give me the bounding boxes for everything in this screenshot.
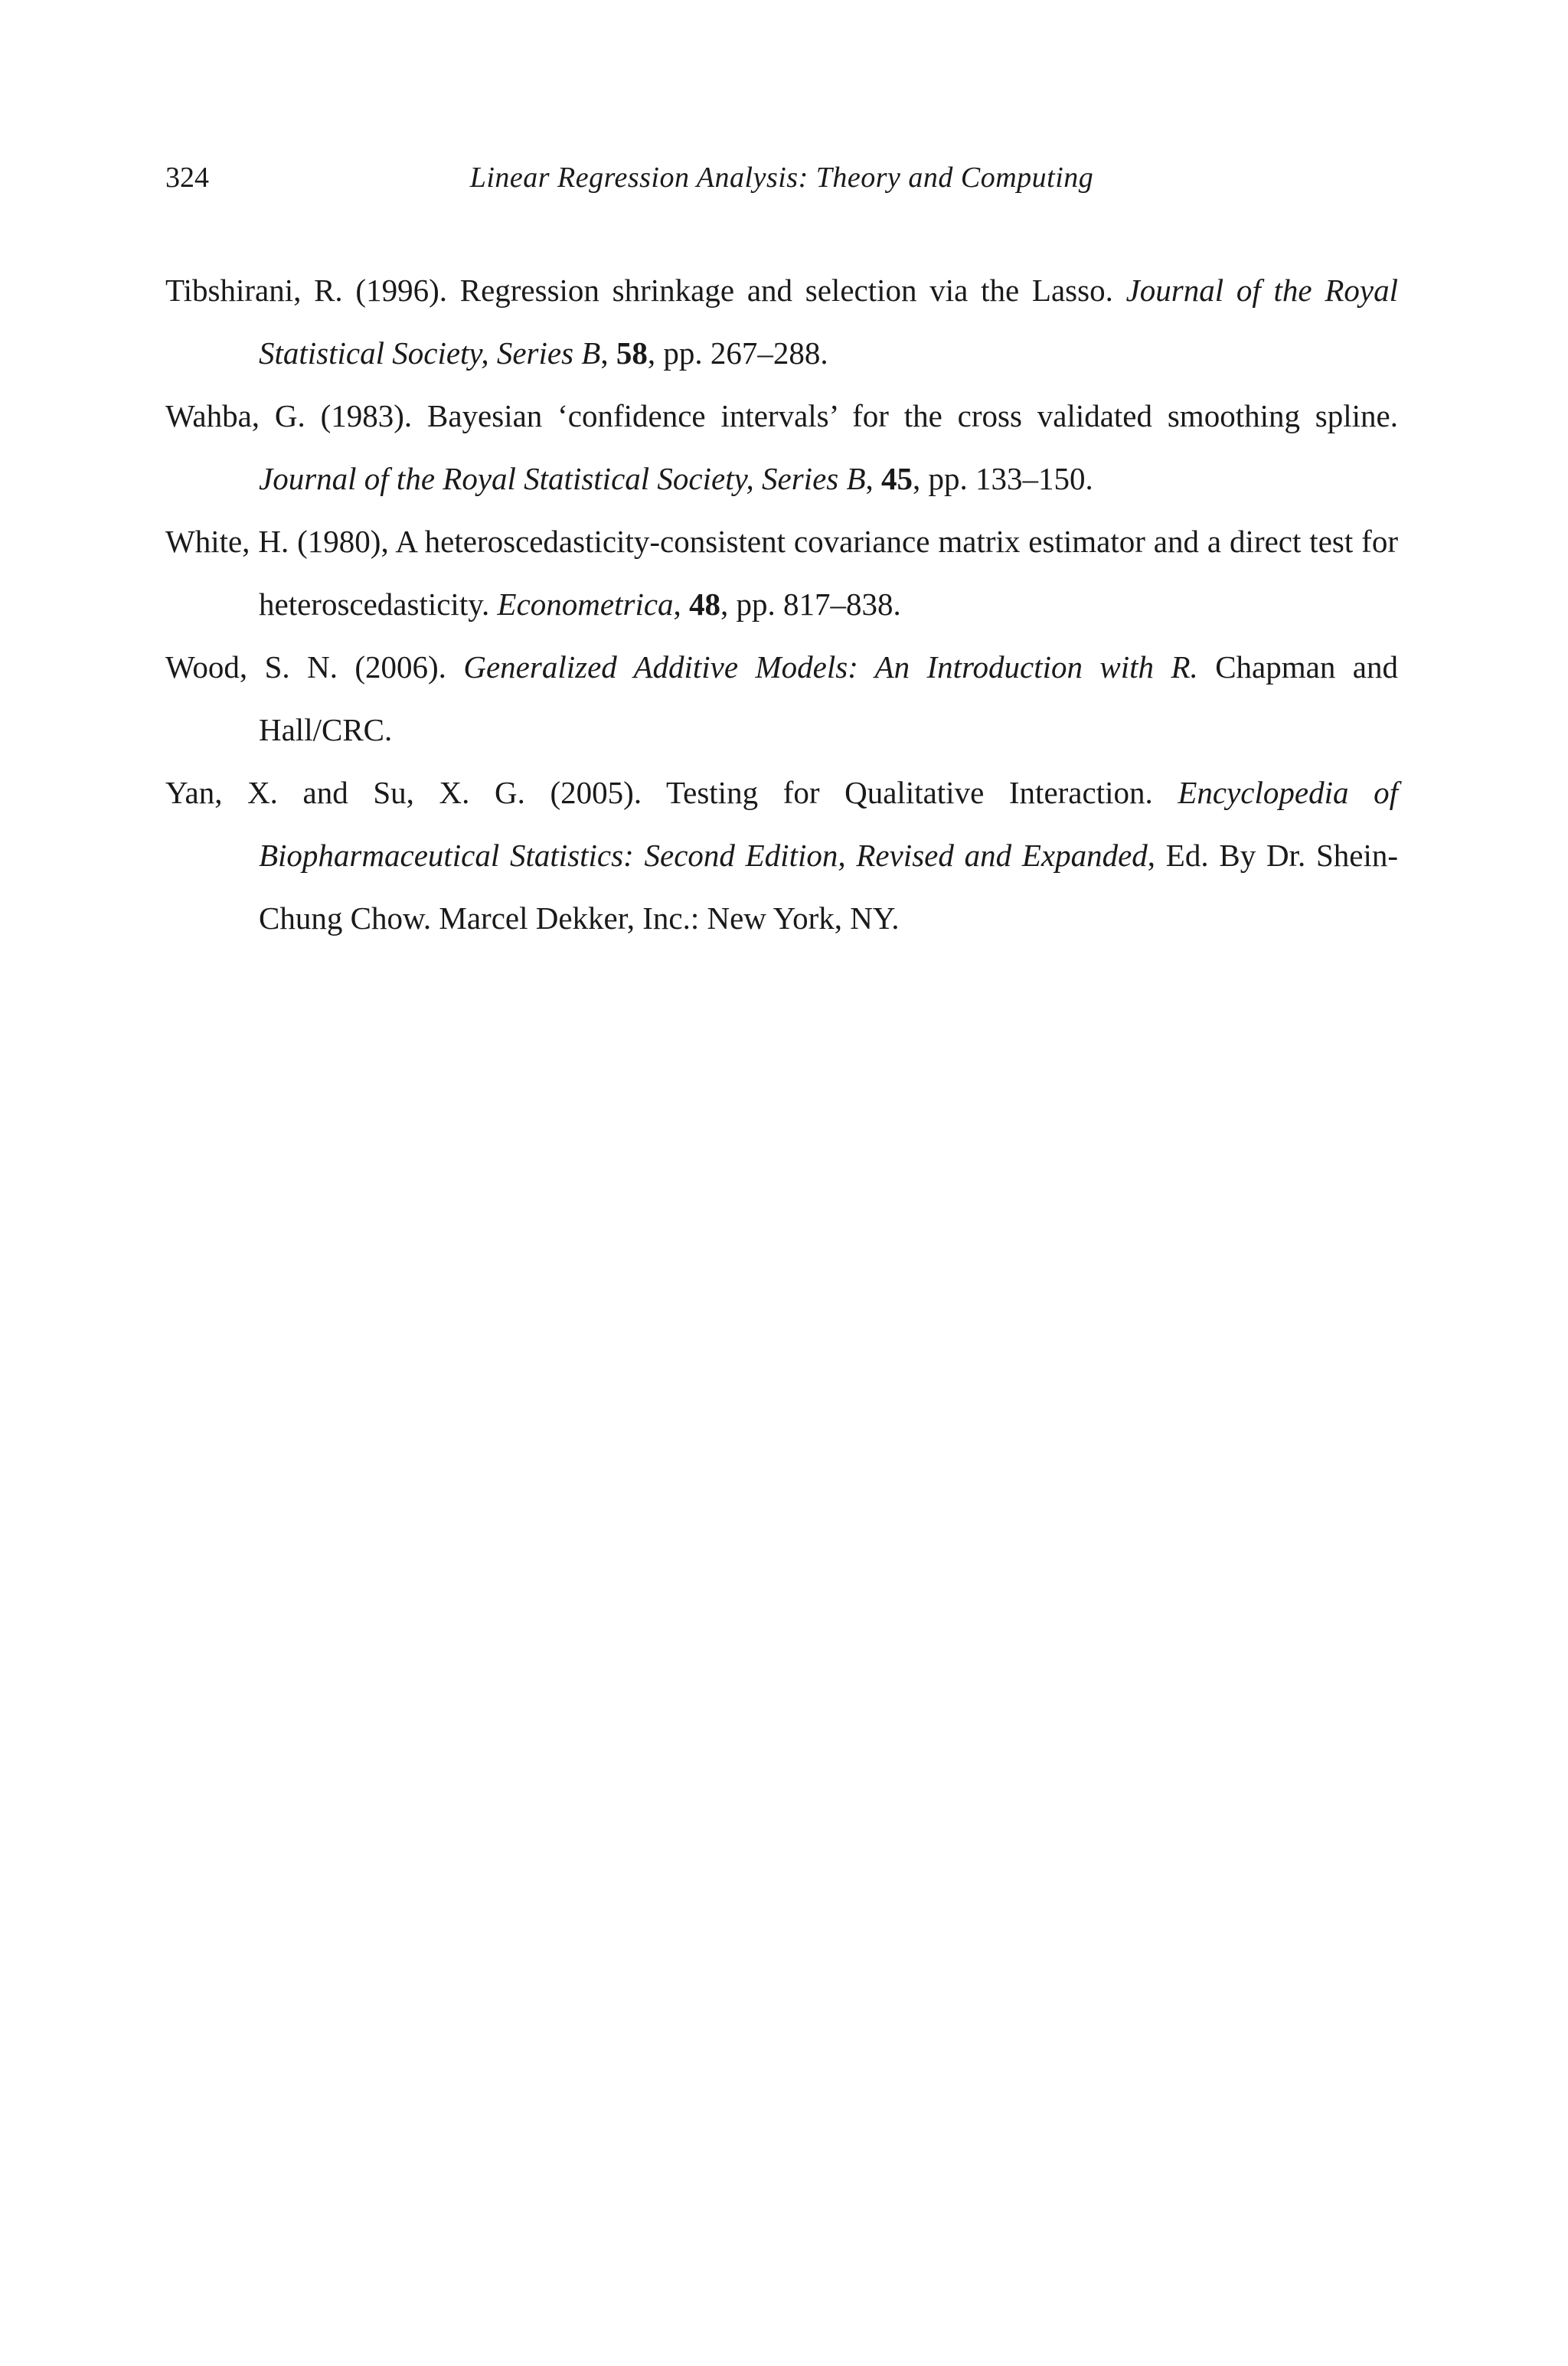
- reference-journal: Journal of the Royal Statistical Society, Series B: [259, 461, 866, 496]
- reference-wood-2006: [165, 636, 1398, 761]
- reference-separator: ,: [673, 587, 690, 622]
- reference-wahba-1983: [165, 384, 1398, 510]
- reference-publisher: Chapman and Hall/CRC.: [259, 649, 1398, 747]
- reference-journal: Econometrica: [497, 587, 674, 622]
- reference-title: Bayesian ‘confidence intervals’ for the cross validated smoothing spline.: [427, 398, 1398, 433]
- reference-book-title: Encyclopedia of Biopharmaceutical Statistics: Second Edition, Revised and Expanded: [259, 775, 1398, 873]
- reference-pages: , pp. 133–150.: [913, 461, 1093, 496]
- reference-tibshirani-1996: [165, 259, 1398, 384]
- reference-publisher: , Ed. By Dr. Shein-Chung Chow. Marcel Dekker, Inc.: New York, NY.: [259, 838, 1398, 936]
- reference-separator: ,: [600, 335, 616, 371]
- reference-author-year: Yan, X. and Su, X. G. (2005).: [165, 775, 666, 810]
- running-title: Linear Regression Analysis: Theory and Computing: [469, 162, 1094, 194]
- reference-title: Regression shrinkage and selection via the Lasso.: [459, 273, 1126, 308]
- reference-volume: 45: [881, 461, 913, 496]
- reference-list: [165, 259, 1398, 949]
- reference-author-year: Tibshirani, R. (1996).: [165, 273, 460, 308]
- reference-separator: ,: [865, 461, 882, 496]
- reference-journal: Journal of the Royal Statistical Society, Series B: [259, 273, 1398, 371]
- reference-author-year: White, H. (1980),: [165, 524, 396, 559]
- reference-pages: , pp. 817–838.: [720, 587, 901, 622]
- reference-book-title: Generalized Additive Models: An Introduction with R.: [463, 649, 1198, 685]
- reference-volume: 48: [689, 587, 721, 622]
- reference-white-1980: [165, 510, 1398, 636]
- reference-yan-su-2005: [165, 761, 1398, 949]
- reference-title: Testing for Qualitative Interaction.: [665, 775, 1178, 810]
- reference-author-year: Wahba, G. (1983).: [165, 398, 427, 433]
- page-number: 324: [165, 162, 209, 194]
- reference-title: A heteroscedasticity-consistent covariance matrix estimator and a direct test for heteroscedasticity.: [259, 524, 1398, 622]
- reference-pages: , pp. 267–288.: [647, 335, 828, 371]
- reference-author-year: Wood, S. N. (2006).: [165, 649, 464, 685]
- running-header: [165, 156, 1398, 199]
- reference-volume: 58: [616, 335, 648, 371]
